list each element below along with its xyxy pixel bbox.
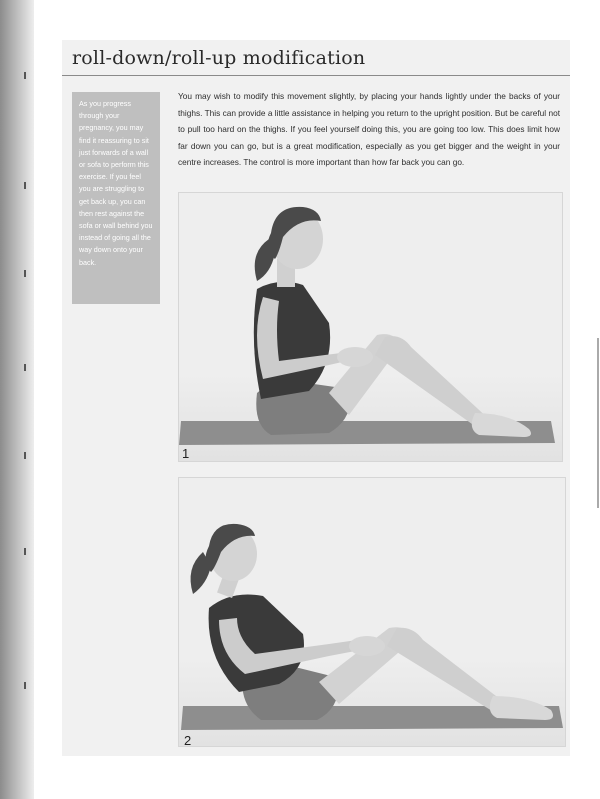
gutter-mark — [24, 682, 26, 689]
page-edge-mark — [597, 338, 599, 508]
gutter-mark — [24, 182, 26, 189]
sidebar-tip-text: As you progress through your pregnancy, you may find it reassuring to sit just forwards of a wall or sofa to perform this exercise. If you feel you are struggling to get back up, you can then rest against the sofa or wall behind you instead of going all the way down onto your back. — [79, 99, 153, 267]
body-paragraph: You may wish to modify this movement slightly, by placing your hands lightly under the backs of your thighs. This can provide a little assistance in helping you return to the upright position. But be careful not to pull too hard on the thighs. If you feel yourself doing this, you are going too low. This does limit how far down you can go, but is a great modification, especially as you get bigger and the weight in your centre increases. The control is more important than how far back you can go. — [178, 91, 560, 168]
book-gutter-shadow — [0, 0, 34, 799]
figure-number: 1 — [182, 446, 190, 461]
gutter-mark — [24, 548, 26, 555]
gutter-mark — [24, 364, 26, 371]
exercise-photo-1 — [178, 192, 563, 462]
page-title: roll-down/roll-up modification — [72, 47, 366, 69]
gutter-mark — [24, 452, 26, 459]
gutter-mark — [24, 270, 26, 277]
title-rule — [62, 75, 570, 76]
sidebar-tip-box — [72, 92, 160, 304]
exercise-photo-2 — [178, 477, 566, 747]
gutter-mark — [24, 72, 26, 79]
figure-number: 2 — [184, 733, 192, 748]
